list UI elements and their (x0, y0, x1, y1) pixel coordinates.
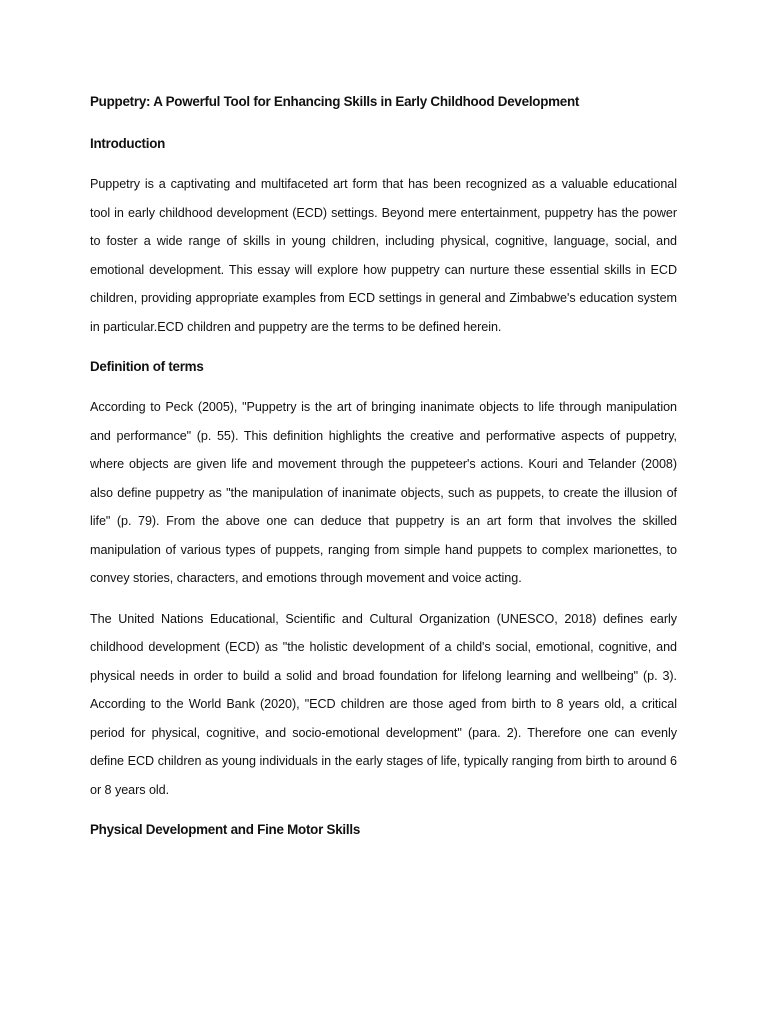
paragraph-introduction: Puppetry is a captivating and multifaceted art form that has been recognized as a valuable educational tool in early childhood development (ECD) settings. Beyond mere entertainment, puppetry has the power to foster a wide range of skills in young children, including physical, cognitive, language, social, and emotional development. This essay will explore how puppetry can nurture these essential skills in ECD children, providing appropriate examples from ECD settings in general and Zimbabwe's education system in particular.ECD children and puppetry are the terms to be defined herein. (90, 177, 677, 334)
paragraph-ecd-definition: The United Nations Educational, Scientific and Cultural Organization (UNESCO, 2018) defines early childhood development (ECD) as "the holistic development of a child's social, emotional, cognitive, and physical needs in order to build a solid and broad foundation for lifelong learning and wellbeing" (p. 3). According to the World Bank (2020), "ECD children are those aged from birth to 8 years old, a critical period for physical, cognitive, and socio-emotional development" (para. 2). Therefore one can evenly define ECD children as young individuals in the early stages of life, typically ranging from birth to around 6 or 8 years old. (90, 611, 677, 797)
section-heading-definition-of-terms: Definition of terms (90, 359, 204, 374)
document-title: Puppetry: A Powerful Tool for Enhancing Skills in Early Childhood Development (90, 94, 580, 109)
section-heading-introduction: Introduction (90, 136, 166, 151)
document-body (90, 88, 677, 856)
section-heading-physical-development: Physical Development and Fine Motor Skills (90, 822, 361, 837)
paragraph-puppetry-definition: According to Peck (2005), "Puppetry is the art of bringing inanimate objects to life through manipulation and performance" (p. 55). This definition highlights the creative and performative aspects of puppetry, where objects are given life and movement through the puppeteer's actions. Kouri and Telander (2008) also define puppetry as "the manipulation of inanimate objects, such as puppets, to create the illusion of life" (p. 79). From the above one can deduce that puppetry is an art form that involves the skilled manipulation of various types of puppets, ranging from simple hand puppets to complex marionettes, to convey stories, characters, and emotions through movement and voice acting. (90, 400, 677, 585)
